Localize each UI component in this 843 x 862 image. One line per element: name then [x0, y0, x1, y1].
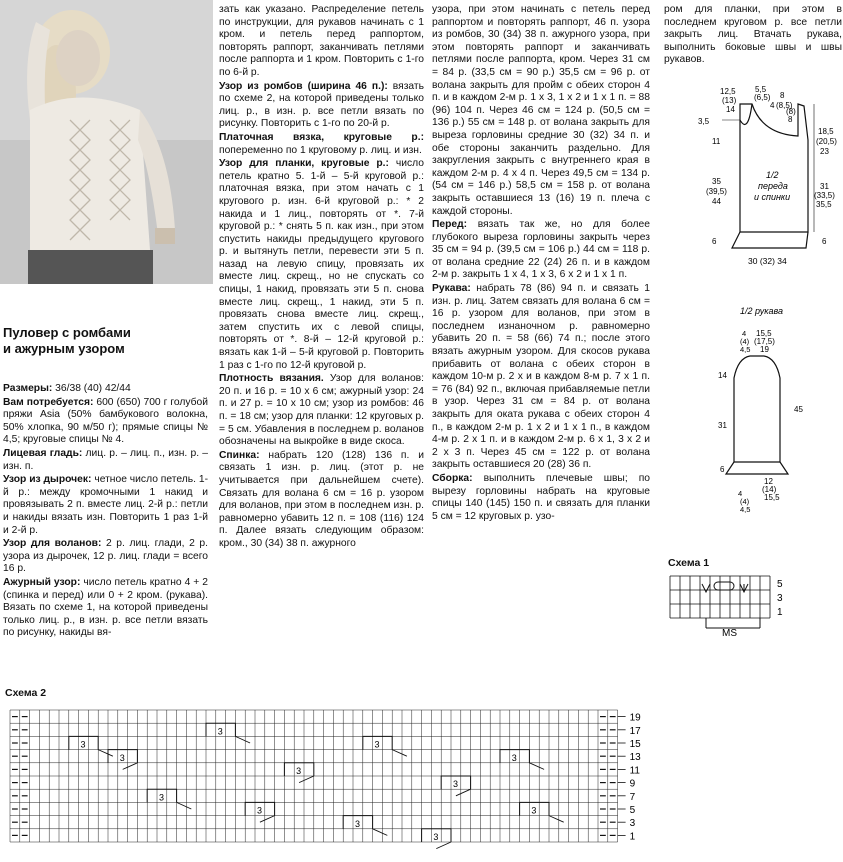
assembly-paragraph: Сборка: выполнить плечевые швы; по вырезу горловины набрать на круговые спицы 140 (145) 150 п. и связать для планки 5 см = 12 круговых р. узо-: [432, 472, 650, 522]
decrease-symbol-2: [740, 584, 748, 592]
body-dim-right-5: (33,5): [814, 191, 835, 200]
cable-diagonal: [260, 816, 275, 823]
scheme-2-row-number: 17: [629, 725, 641, 737]
scheme-1-repeat-label: MS: [722, 628, 737, 639]
body-outline: [740, 104, 808, 232]
body-dim-right-4: 31: [820, 182, 829, 191]
cable-cross-number: 3: [296, 766, 302, 776]
sleeve-dim-top-2: (17,5): [754, 337, 775, 346]
cable-diagonal: [123, 763, 138, 770]
sleeve-dim-bottom-4: 4: [738, 489, 743, 498]
body-dim-left-4: (39,5): [706, 187, 727, 196]
sleeve-dim-bottom-1: 12: [764, 477, 773, 486]
back-continued-paragraph: узора, при этом начинать с петель перед раппортом и повторять раппорт, 46 п. узора из ромбов, 30 (34) 38 п. ажурного узора, при этом повторять раппорт и заканчивать петлями после раппорта, кром. Через 31 см = 84 р. (33,5 см = 90 р.) 35,5 см = 96 р. от волана закрыть для пройм с обеих сторон 4 п. и в каждом 2-м р. 1 х 3, 1 х 2 и 1 х 1 п. = 88 (96) 104 п. Через 46 см = 124 р. (50,5 см = 136 р.) 55 см = 148 р. от волана закрыть для выреза горловины средние 30 (32) 34 п. и обе стороны заканчить раздельно. Для закругления закрыть с внутреннего края в каждом 2-м р. 4 х 4 п. Через 49,5 см = 134 р. (54 см = 146 р.) 58,5 см = 158 р. от волана закрыть оставшиеся 13 (16) 19 п. плеча с каждой стороны.: [432, 4, 650, 217]
sleeve-ruffle-outline: [726, 462, 788, 474]
text-column-3: [432, 4, 650, 524]
body-dim-left-1: 3,5: [698, 117, 710, 126]
eyelet-paragraph: Узор из дырочек: четное число петель. 1-й р.: между кромочными 1 накид и провязывать 2 п. вместе лиц. 2-й р.: петли и накиды вязать изн. Повторить 1 раз 1-й и 2-й р.: [3, 474, 208, 536]
scheme-2-title: Схема 2: [5, 687, 47, 699]
cable-cross-number: 3: [433, 832, 439, 842]
body-dim-top-3: 8: [780, 91, 785, 100]
diamond-paragraph: Узор из ромбов (ширина 46 п.): вязать по схеме 2, на которой приведены только лиц. р., в изн. р. все петли вязать по рисунку. Повторить с 1-го по 20-й р.: [219, 80, 425, 130]
ruffle-paragraph: Узор для воланов: 2 р. лиц. глади, 2 р. узора из дырочек, 12 р. лиц. глади = всего 16 р.: [3, 538, 209, 575]
body-dim-left-3: 35: [712, 177, 721, 186]
body-dim-right-7: 6: [822, 237, 827, 246]
body-dim-right-3: 23: [820, 147, 829, 156]
body-dim-top-4: 12,5: [720, 87, 736, 96]
sleeve-dim-top-1: 15,5: [756, 329, 772, 338]
scheme-1-title: Схема 1: [668, 557, 710, 569]
cable-diagonal: [529, 763, 544, 770]
cable-cross-number: 3: [531, 805, 537, 816]
scheme-2-row-number: 3: [629, 818, 636, 830]
body-label-1: 1/2: [766, 170, 779, 180]
title-line-2: и ажурным узором: [3, 341, 125, 356]
sleeve-dim-bottom-5: (4): [740, 497, 750, 506]
cable-diagonal: [436, 842, 451, 849]
scheme-2-row-number: 7: [629, 791, 636, 803]
cable-cross-number: 3: [354, 818, 360, 829]
scheme-1-row-3: 3: [777, 593, 783, 604]
cable-diagonal: [235, 736, 250, 743]
title-line-1: Пуловер с ромбами: [3, 325, 131, 340]
model-photo: [0, 0, 213, 284]
cable-diagonal: [456, 789, 471, 796]
body-dim-top-10: 8: [788, 115, 793, 124]
sleeve-label: 1/2 рукава: [740, 306, 783, 316]
body-dim-right-2: (20,5): [816, 137, 837, 146]
cable-cross-number: 3: [452, 779, 458, 790]
decrease-symbol: [702, 584, 710, 592]
cable-cross-number: 3: [80, 739, 86, 750]
materials-paragraph: Вам потребуется: 600 (650) 700 г голубой пряжи Asia (50% бамбукового волокна, 50% хлопка, 90 м/50 г); прямые спицы № 4,5; круговые спицы № 4.: [3, 396, 208, 446]
sleeve-dim-left-2: 31: [718, 421, 727, 430]
body-dim-right-1: 18,5: [818, 127, 834, 136]
cable-diagonal: [177, 802, 192, 809]
back-paragraph: Спинка: набрать 120 (128) 136 п. и связать 1 изн. р. лиц. (этот р. не учитывается при дальнейшем счете). Связать для волана 6 см = 16 р. узором для воланов, при этом в последнем изн. р. равномерно убавить 12 п. = 108 (116) 124 п. Далее вязать следующим образом: кром., 30 (34) 38 п. ажурного: [219, 449, 424, 549]
model-photo-drawing: [0, 0, 213, 284]
armhole-line: [740, 104, 752, 124]
cable-cross-number: 3: [256, 805, 262, 816]
scheme-2-row-number: 19: [629, 712, 641, 724]
scheme-1-chart: [666, 574, 806, 644]
body-dim-left-2: 11: [712, 137, 721, 146]
front-paragraph: Перед: вязать так же, но для более глубокого выреза горловины закрыть через 35 см = 94 р. (39,5 см = 106 р.) 44 см = 118 р. от волана средние 22 (24) 26 п. и в каждом 2-м р. закрыть 1 х 4, 1 х 3, 6 х 2 и 1 х 1 п.: [432, 219, 650, 281]
band-paragraph: Узор для планки, круговые р.: число петель кратно 5. 1-й – 5-й круговой р.: платочная вязка, при этом начать с 1 кругового р. изн. 6-й круговой р.: * 2 накида и 1 лиц., повторять от *. 7-й круговой р.: * снять 5 п. как изн., при этом спустить накиды предыдущего кругового р. и вытянуть петли, перевести эти 5 п. назад на левую спицу, провязать их вместе лиц. скрещ., но не спускать со спицы, 1 накид, провязать эти 5 п. снова вместе лиц. скрещ., 1 накид, эти 5 п. провязать снова вместе лиц. скрещ., затем спустить их с левой спицы, повторять от *. 8-й – 12-й круговой р.: вязать как 1-й – 5-й круговой р. Повторить 1 раз с 1-го по 12-й круговой р.: [219, 158, 424, 371]
body-dim-top-7: (8,5): [776, 101, 793, 110]
text-column-4: [664, 4, 842, 68]
sleeve-dim-bottom-2: (14): [762, 485, 777, 494]
garter-paragraph: Платочная вязка, круговые р.: попеременно по 1 круговому р. лиц. и изн.: [219, 131, 424, 156]
body-dim-top-6: 14: [726, 105, 735, 114]
lace-continued-paragraph: зать как указано. Распределение петель по инструкции, для рукавов начинать с 1 кром. и петель перед раппортом, повторять раппорт, заканчивать петлями после раппорта и 1 кром. Повторить с 1-го по 6-й р.: [219, 4, 424, 78]
sleeve-dim-top-6: 4,5: [740, 345, 751, 354]
assembly-continued-paragraph: ром для планки, при этом в последнем круговом р. все петли закрыть лиц. Втачать рукава, выполнить боковые швы и швы рукавов.: [664, 4, 842, 66]
stockinette-paragraph: Лицевая гладь: лиц. р. – лиц. п., изн. р. – изн. п.: [3, 447, 208, 472]
cable-cross-number: 3: [511, 752, 517, 763]
sleeve-pattern-diagram: [700, 302, 830, 522]
body-dim-top-5: (13): [722, 96, 737, 105]
scheme-1-row-5: 5: [777, 579, 783, 590]
text-column-1: [3, 383, 208, 641]
text-column-2: [219, 4, 424, 552]
gauge-paragraph: Плотность вязания. Узор для воланов: 20 п. и 16 р. = 10 х 6 см; ажурный узор: 24 п. и 27 р. = 10 х 10 см; узор из ромбов: 46 п. = 18 см; узор для планки: 12 круговых р. = 5 см. Убавления в последнем р. воланов обозначены на выкройке в виде скоса.: [219, 373, 425, 448]
body-pattern-diagram: [690, 74, 840, 274]
sleeve-outline: [734, 356, 780, 462]
body-dim-top-8: 4: [770, 101, 775, 110]
cable-diagonal: [373, 829, 388, 836]
scheme-2-row-number: 5: [629, 805, 636, 816]
cable-diagonal: [392, 750, 407, 757]
sizes-paragraph: Размеры: 36/38 (40) 42/44: [3, 383, 131, 394]
cable-diagonal: [299, 776, 314, 783]
sleeve-dim-left-3: 6: [720, 465, 725, 474]
body-label-2: переда: [758, 181, 788, 191]
body-label-3: и спинки: [754, 192, 791, 202]
body-ruffle-outline: [732, 232, 808, 248]
body-dim-left-6: 6: [712, 237, 717, 246]
cable-cross-number: 3: [374, 739, 380, 750]
body-dim-left-5: 44: [712, 197, 721, 206]
yarn-over-symbol: [714, 582, 734, 590]
sleeve-dim-bottom-3: 15,5: [764, 493, 780, 502]
cable-cross-number: 3: [217, 726, 223, 737]
scheme-2-row-number: 9: [629, 778, 636, 790]
sleeve-dim-right: 45: [794, 405, 803, 414]
sleeve-dim-top-5: (4): [740, 337, 750, 346]
sleeve-dim-top-3: 19: [760, 345, 769, 354]
article-title: [3, 325, 131, 357]
scheme-2-row-number: 1: [629, 831, 636, 843]
cable-cross-number: 3: [119, 752, 125, 763]
scheme-2-row-number: 13: [629, 752, 641, 764]
scheme-1-row-1: 1: [777, 607, 783, 618]
scheme-2-chart: [8, 706, 658, 856]
scheme-2-row-number: 15: [629, 739, 641, 750]
body-dim-top-1: 5,5: [755, 85, 767, 94]
scheme-2-row-number: 11: [629, 765, 640, 777]
lace-paragraph: Ажурный узор: число петель кратно 4 + 2 (спинка и перед) или 0 + 2 кром. (рукава). Вязать по схеме 1, на которой приведены только лиц. р., в изн. р. все петли вязать по рисунку, накиды вя-: [3, 576, 208, 639]
body-dim-right-6: 35,5: [816, 200, 832, 209]
cable-diagonal: [549, 816, 564, 823]
body-dim-bottom: 30 (32) 34: [748, 256, 787, 266]
sleeve-dim-top-4: 4: [742, 329, 747, 338]
body-dim-top-2: (6,5): [754, 93, 771, 102]
sleeves-paragraph: Рукава: набрать 78 (86) 94 п. и связать 1 изн. р. лиц. Затем связать для волана 6 см = 16 р. узором для воланов, при этом в последнем изнаночном р. равномерно убавить 20 п. = 58 (66) 74 п.; после этого вязать ажурным узором. Для скосов рукава прибавить от волана с обеих сторон в каждом 10-м р. 2 х и в каждом 8-м р. 7 х 1 п. = 76 (84) 92 п., включая прибавляемые петли в узор. Через 31 см = 84 р. от волана закрыть для оката рукава с обеих сторон 4 п., в каждом 2-м р. 1 х 2 и 1 х 1 п., в каждом 4-м р. 2 х 1 п. и в каждом 2-м р. 6 х 1, 3 х 2 и 2 х 3 п. Через 45 см = 122 р. от волана закрыть оставшиеся 20 (28) 36 п.: [432, 283, 650, 471]
cable-cross-number: 3: [158, 792, 164, 803]
cable-diagonal: [98, 750, 113, 757]
sleeve-dim-left-1: 14: [718, 371, 727, 380]
body-dim-top-9: (8): [786, 107, 796, 116]
sleeve-dim-bottom-6: 4,5: [740, 505, 751, 514]
